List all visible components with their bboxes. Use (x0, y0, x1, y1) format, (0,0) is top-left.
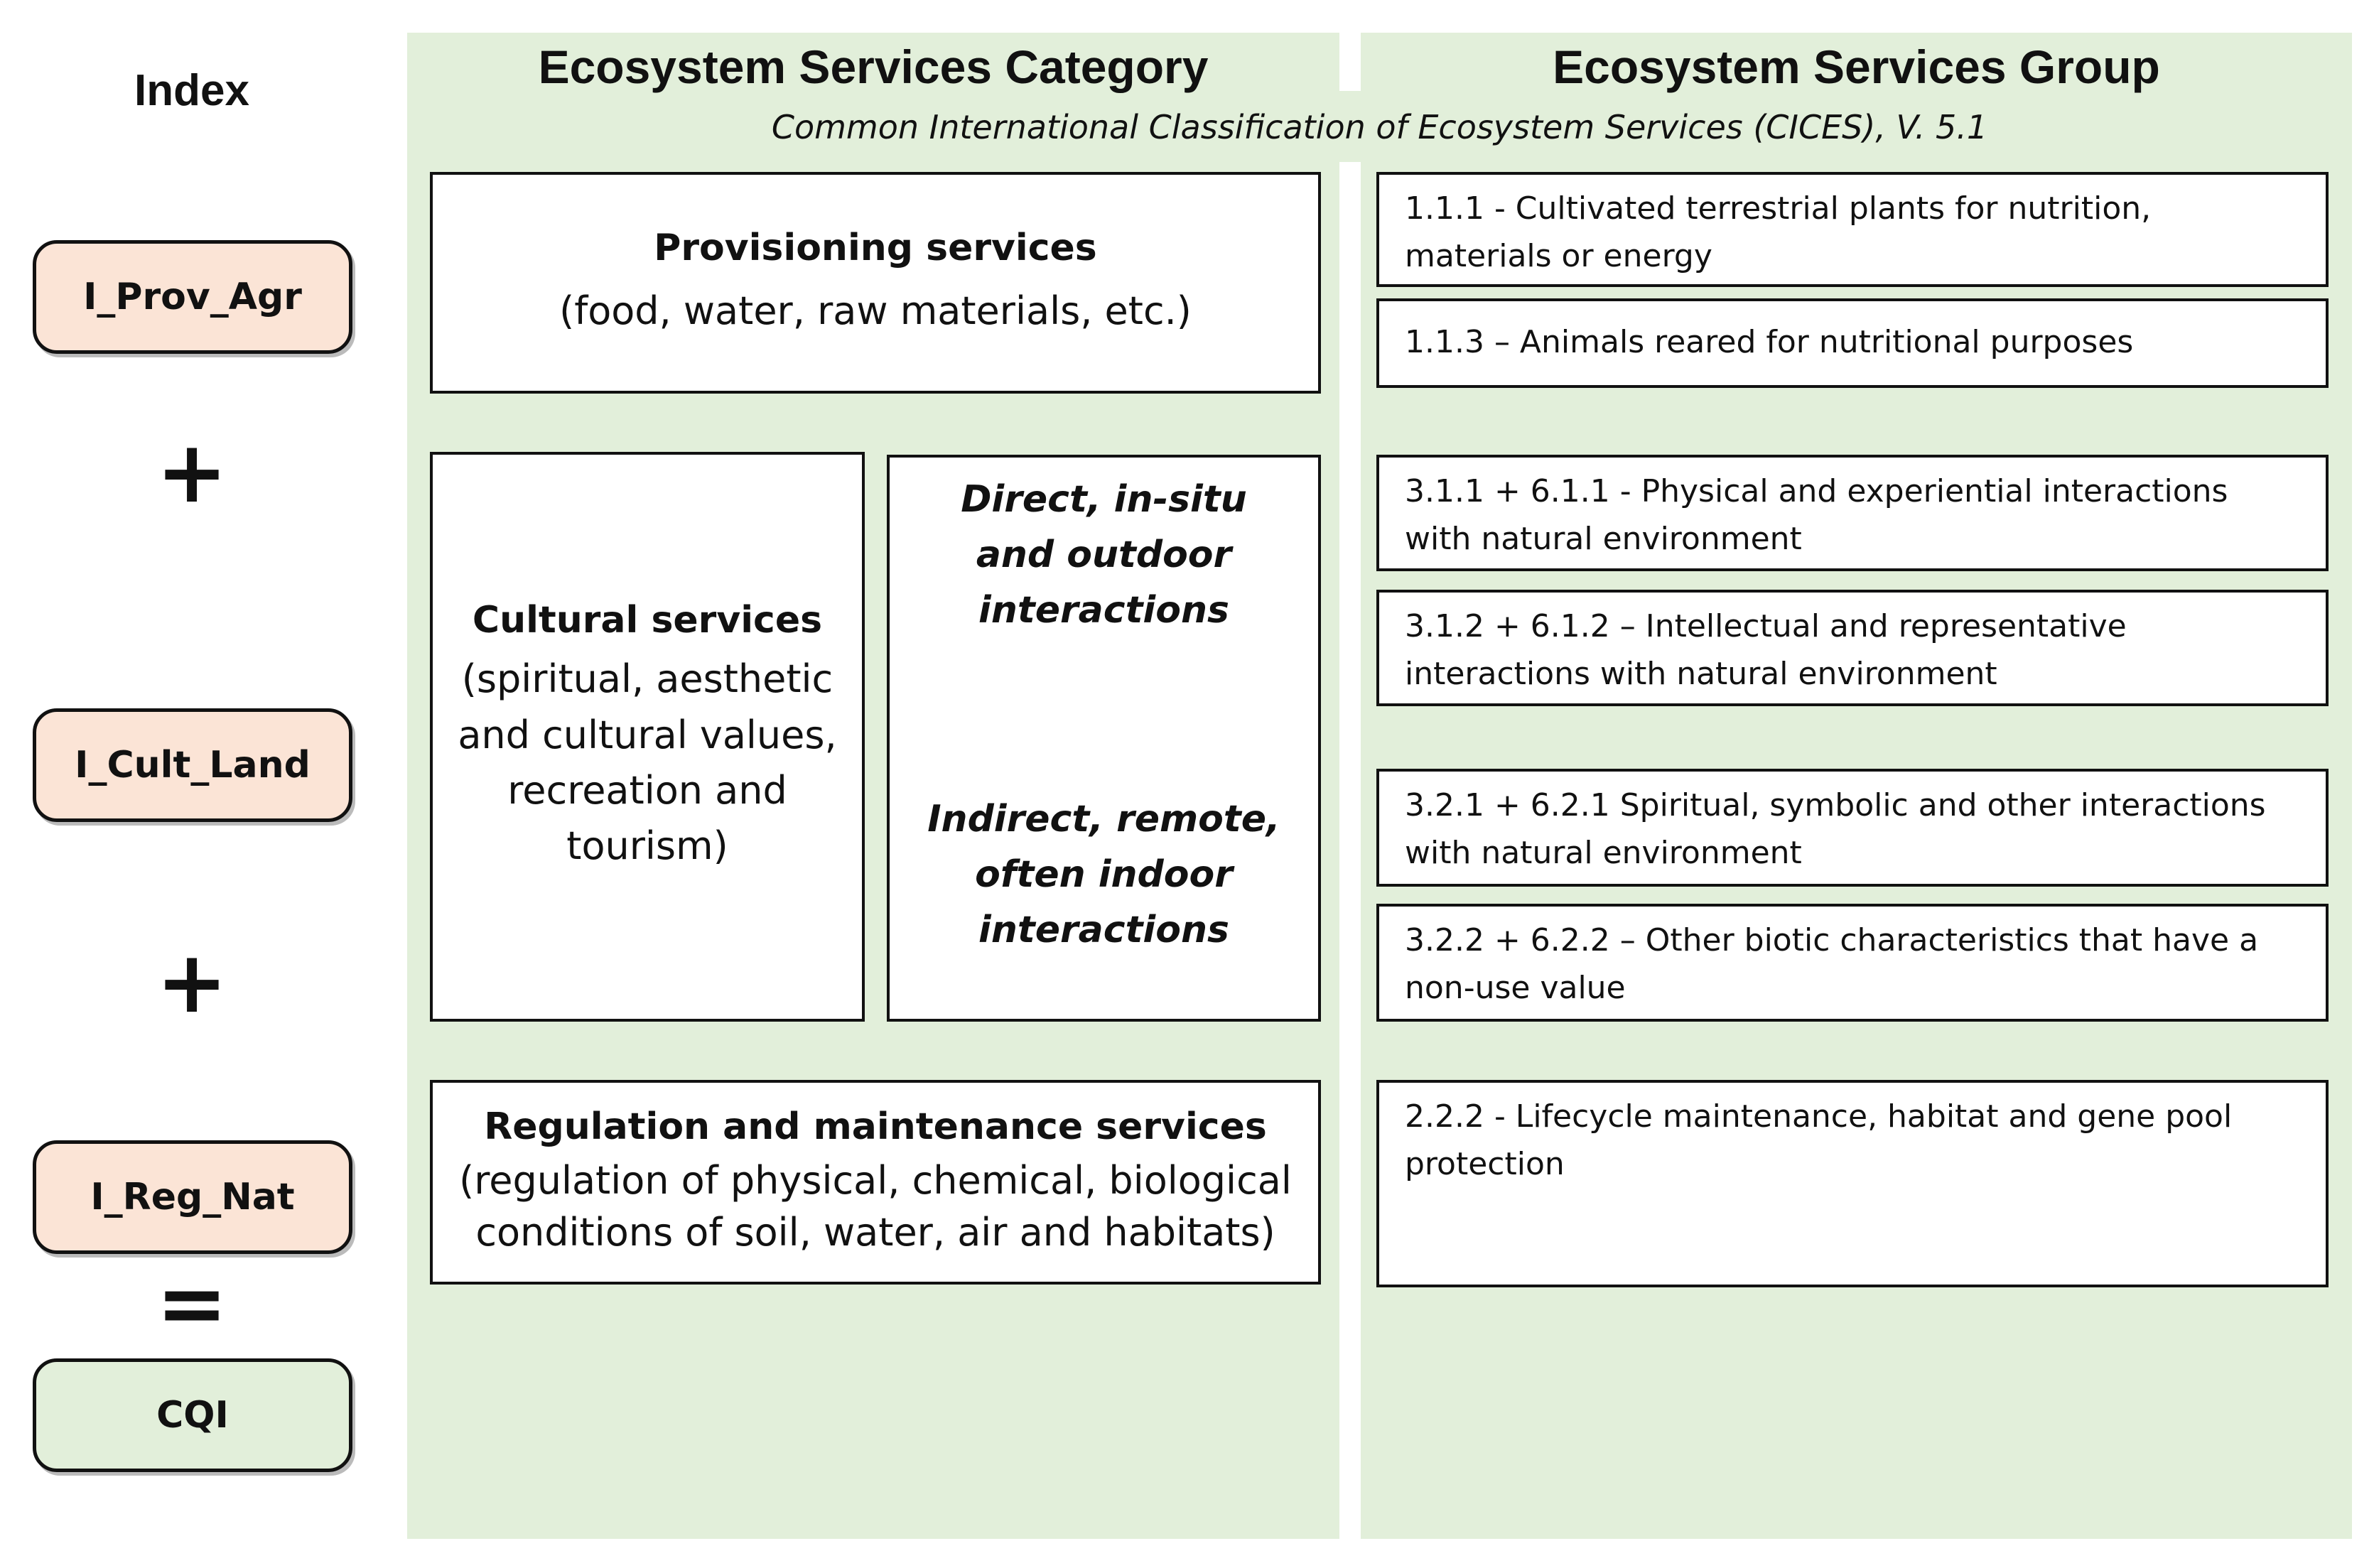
regulation-title: Regulation and maintenance services (484, 1105, 1267, 1149)
index-header: Index (134, 66, 249, 115)
group-3-1-2: 3.1.2 + 6.1.2 – Intellectual and representative interactions with natural environment (1376, 590, 2329, 706)
equals-operator: = (156, 1254, 228, 1353)
group-header: Ecosystem Services Group (1553, 40, 2160, 93)
cultural-subtypes-box (887, 455, 1321, 1022)
group-1-1-1: 1.1.1 - Cultivated terrestrial plants for nutrition, materials or energy (1376, 172, 2329, 287)
cices-subtitle: Common International Classification of Ecosystem Services (CICES), V. 5.1 (771, 108, 1988, 146)
group-3-2-1: 3.2.1 + 6.2.1 Spiritual, symbolic and other interactions with natural environment (1376, 769, 2329, 887)
index-prov-agr: I_Prov_Agr (33, 240, 352, 354)
index-cult-land: I_Cult_Land (33, 708, 352, 822)
group-1-1-3: 1.1.3 – Animals reared for nutritional purposes (1376, 298, 2329, 388)
index-cqi: CQI (33, 1358, 352, 1472)
group-3-1-1: 3.1.1 + 6.1.1 - Physical and experiential interactions with natural environment (1376, 455, 2329, 571)
regulation-services-box (430, 1080, 1321, 1285)
direct-interactions-label: Direct, in-situ and outdoor interactions (961, 478, 1247, 632)
provisioning-title: Provisioning services (654, 226, 1097, 269)
category-header: Ecosystem Services Category (538, 40, 1209, 93)
cultural-title: Cultural services (472, 599, 823, 642)
regulation-desc: (regulation of physical, chemical, biological conditions of soil, water, air and habitats) (459, 1158, 1292, 1255)
group-2-2-2: 2.2.2 - Lifecycle maintenance, habitat and gene pool protection (1376, 1080, 2329, 1287)
cultural-desc: (spiritual, aesthetic and cultural values, recreation and tourism) (458, 656, 837, 869)
provisioning-desc: (food, water, raw materials, etc.) (559, 288, 1192, 333)
plus-operator-2: + (156, 933, 228, 1032)
index-reg-nat: I_Reg_Nat (33, 1140, 352, 1254)
group-3-2-2: 3.2.2 + 6.2.2 – Other biotic characteristics that have a non-use value (1376, 904, 2329, 1022)
indirect-interactions-label: Indirect, remote, often indoor interactions (927, 798, 1280, 951)
provisioning-services-box (430, 172, 1321, 394)
cultural-services-box (430, 452, 865, 1022)
plus-operator-1: + (156, 423, 228, 522)
